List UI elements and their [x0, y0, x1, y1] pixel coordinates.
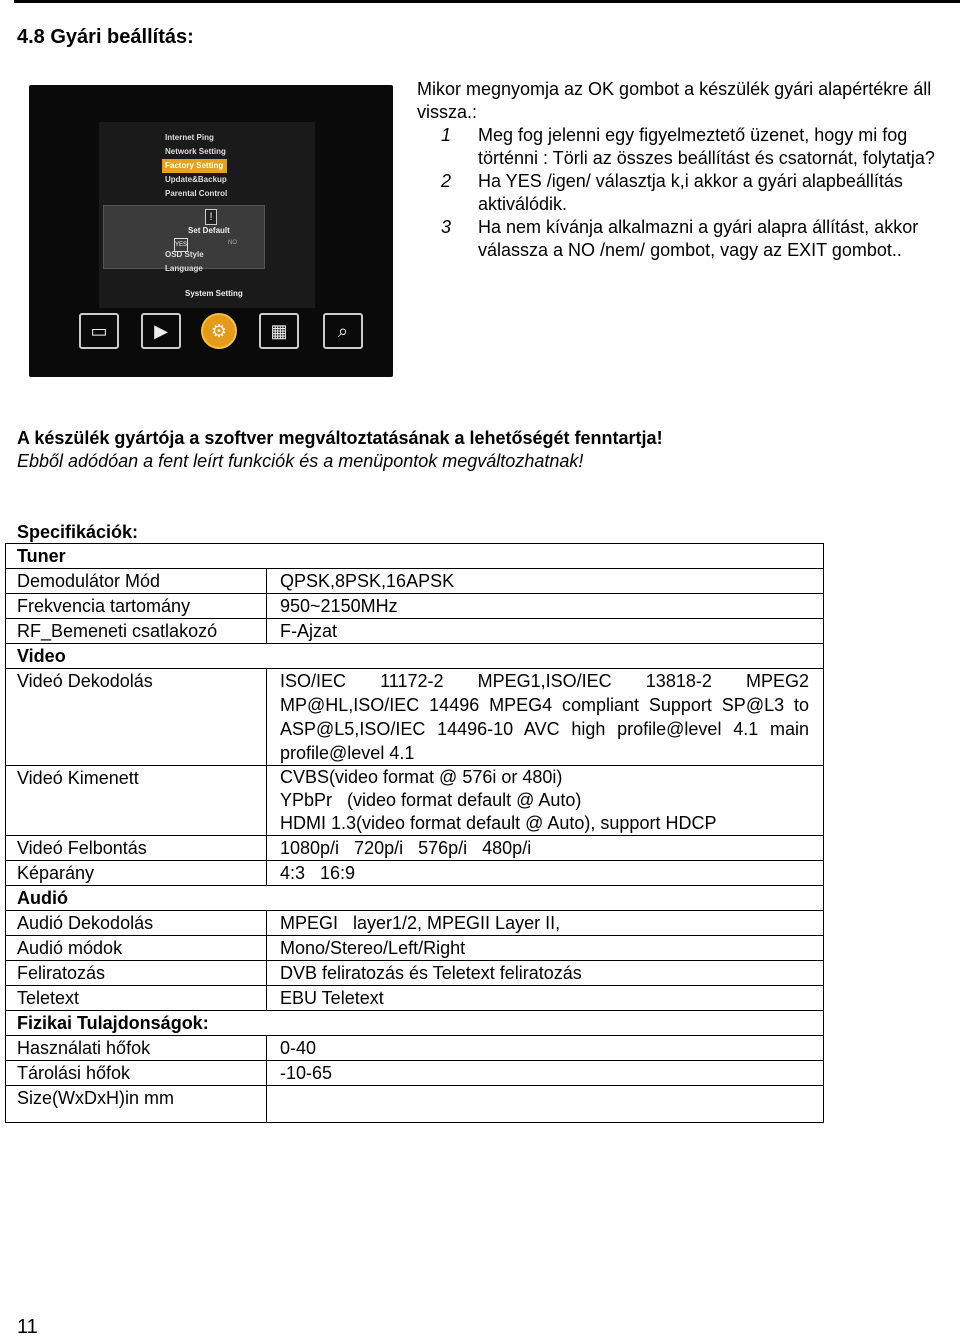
- list-number: 3: [441, 217, 452, 237]
- menu-item-selected: Factory Setting: [162, 159, 227, 173]
- list-item: [417, 124, 937, 170]
- menu-item: Parental Control: [165, 189, 228, 198]
- table-row: [6, 766, 824, 836]
- menu-list: [165, 131, 227, 201]
- table-row: [6, 961, 824, 986]
- menu-item: Update&Backup: [165, 175, 227, 184]
- spec-value: [267, 766, 824, 836]
- gear-icon: ⚙: [201, 313, 237, 349]
- video-out-line: HDMI 1.3(video format default @ Auto), support HDCP: [280, 813, 717, 833]
- table-row: [6, 911, 824, 936]
- table-row: [6, 986, 824, 1011]
- video-out-line: YPbPr (video format default @ Auto): [280, 790, 582, 810]
- spec-key: Videó Kimenett: [6, 766, 267, 836]
- menu-item: OSD Style: [165, 250, 204, 259]
- spec-key: Videó Felbontás: [6, 836, 267, 861]
- video-out-line: CVBS(video format @ 576i or 480i): [280, 767, 563, 787]
- spec-key: Audió Dekodolás: [6, 911, 267, 936]
- table-row: [6, 886, 824, 911]
- top-rule: [14, 0, 960, 3]
- yes-button: YES: [174, 238, 188, 252]
- section-video: Video: [6, 644, 824, 669]
- table-row: [6, 544, 824, 569]
- section-physical: Fizikai Tulajdonságok:: [6, 1011, 824, 1036]
- spec-value: DVB feliratozás és Teletext feliratozás: [267, 961, 824, 986]
- spec-value: Mono/Stereo/Left/Right: [267, 936, 824, 961]
- spec-key: Videó Dekodolás: [6, 669, 267, 766]
- spec-value: -10-65: [267, 1061, 824, 1086]
- list-item: [417, 216, 937, 262]
- spec-value: MPEGI layer1/2, MPEGII Layer II,: [267, 911, 824, 936]
- folder-search-icon: ⌕: [323, 313, 363, 349]
- spec-value: 4:3 16:9: [267, 861, 824, 886]
- notice-bold: A készülék gyártója a szoftver megváltoztatásának a lehetőségét fenntartja!: [17, 428, 663, 448]
- calendar-icon: ▦: [259, 313, 299, 349]
- spec-key: Size(WxDxH)in mm: [6, 1086, 267, 1123]
- intro-text: [417, 78, 937, 262]
- warning-icon: !: [205, 209, 217, 225]
- notice: [17, 427, 663, 473]
- table-row: [6, 644, 824, 669]
- menu-item: Internet Ping: [165, 133, 214, 142]
- table-row: [6, 1086, 824, 1123]
- table-row: [6, 1061, 824, 1086]
- table-row: [6, 1011, 824, 1036]
- menu-list-lower: [165, 248, 204, 276]
- spec-value: 0-40: [267, 1036, 824, 1061]
- spec-value: 1080p/i 720p/i 576p/i 480p/i: [267, 836, 824, 861]
- table-row: [6, 836, 824, 861]
- spec-key: Frekvencia tartomány: [6, 594, 267, 619]
- list-text: Ha nem kívánja alkalmazni a gyári alapra állítást, akkor válassza a NO /nem/ gombot, vagy az EXIT gombot..: [478, 217, 919, 260]
- list-number: 1: [441, 125, 452, 145]
- spec-key: Képarány: [6, 861, 267, 886]
- table-row: [6, 936, 824, 961]
- spec-value: EBU Teletext: [267, 986, 824, 1011]
- spec-key: Tárolási hőfok: [6, 1061, 267, 1086]
- menu-icon-bar: [73, 307, 373, 353]
- spec-value: [267, 1086, 824, 1123]
- list-text: Ha YES /igen/ választja k,i akkor a gyári alapbeállítás aktiválódik.: [478, 171, 903, 214]
- spec-key: Demodulátor Mód: [6, 569, 267, 594]
- spec-value: 950~2150MHz: [267, 594, 824, 619]
- intro-lead: Mikor megnyomja az OK gombot a készülék gyári alapértékre áll vissza.:: [417, 79, 932, 122]
- menu-item: Network Setting: [165, 147, 226, 156]
- spec-value: F-Ajzat: [267, 619, 824, 644]
- menu-item: Language: [165, 264, 203, 273]
- spec-value: ISO/IEC 11172-2 MPEG1,ISO/IEC 13818-2 MPEG2 MP@HL,ISO/IEC 14496 MPEG4 compliant Support SP@L3 to ASP@L5,ISO/IEC 14496-10 AVC high profile@level 4.1 main profile@level 4.1: [267, 669, 824, 766]
- section-tuner: Tuner: [6, 544, 824, 569]
- spec-title: Specifikációk:: [17, 522, 139, 542]
- table-row: [6, 569, 824, 594]
- table-row: [6, 669, 824, 766]
- table-row: [6, 594, 824, 619]
- system-setting-label: System Setting: [185, 289, 243, 298]
- spec-value: QPSK,8PSK,16APSK: [267, 569, 824, 594]
- spec-table: [5, 543, 824, 1123]
- list-item: [417, 170, 937, 216]
- section-audio: Audió: [6, 886, 824, 911]
- section-heading: 4.8 Gyári beállítás:: [17, 26, 194, 48]
- tv-icon: ▭: [79, 313, 119, 349]
- dialog-title: Set Default: [188, 226, 230, 235]
- spec-key: Teletext: [6, 986, 267, 1011]
- table-row: [6, 861, 824, 886]
- list-number: 2: [441, 171, 452, 191]
- table-row: [6, 619, 824, 644]
- media-icon: ▶: [141, 313, 181, 349]
- spec-key: Feliratozás: [6, 961, 267, 986]
- list-text: Meg fog jelenni egy figyelmeztető üzenet, hogy mi fog történni : Törli az összes beállítást és csatornát, folytatja?: [478, 125, 935, 168]
- spec-key: Audió módok: [6, 936, 267, 961]
- page-number: 11: [17, 1316, 38, 1338]
- spec-key: Használati hőfok: [6, 1036, 267, 1061]
- notice-italic: Ebből adódóan a fent leírt funkciók és a menüpontok megváltozhatnak!: [17, 451, 584, 471]
- spec-key: RF_Bemeneti csatlakozó: [6, 619, 267, 644]
- factory-setting-screenshot: [29, 85, 393, 377]
- no-button: NO: [228, 240, 237, 246]
- table-row: [6, 1036, 824, 1061]
